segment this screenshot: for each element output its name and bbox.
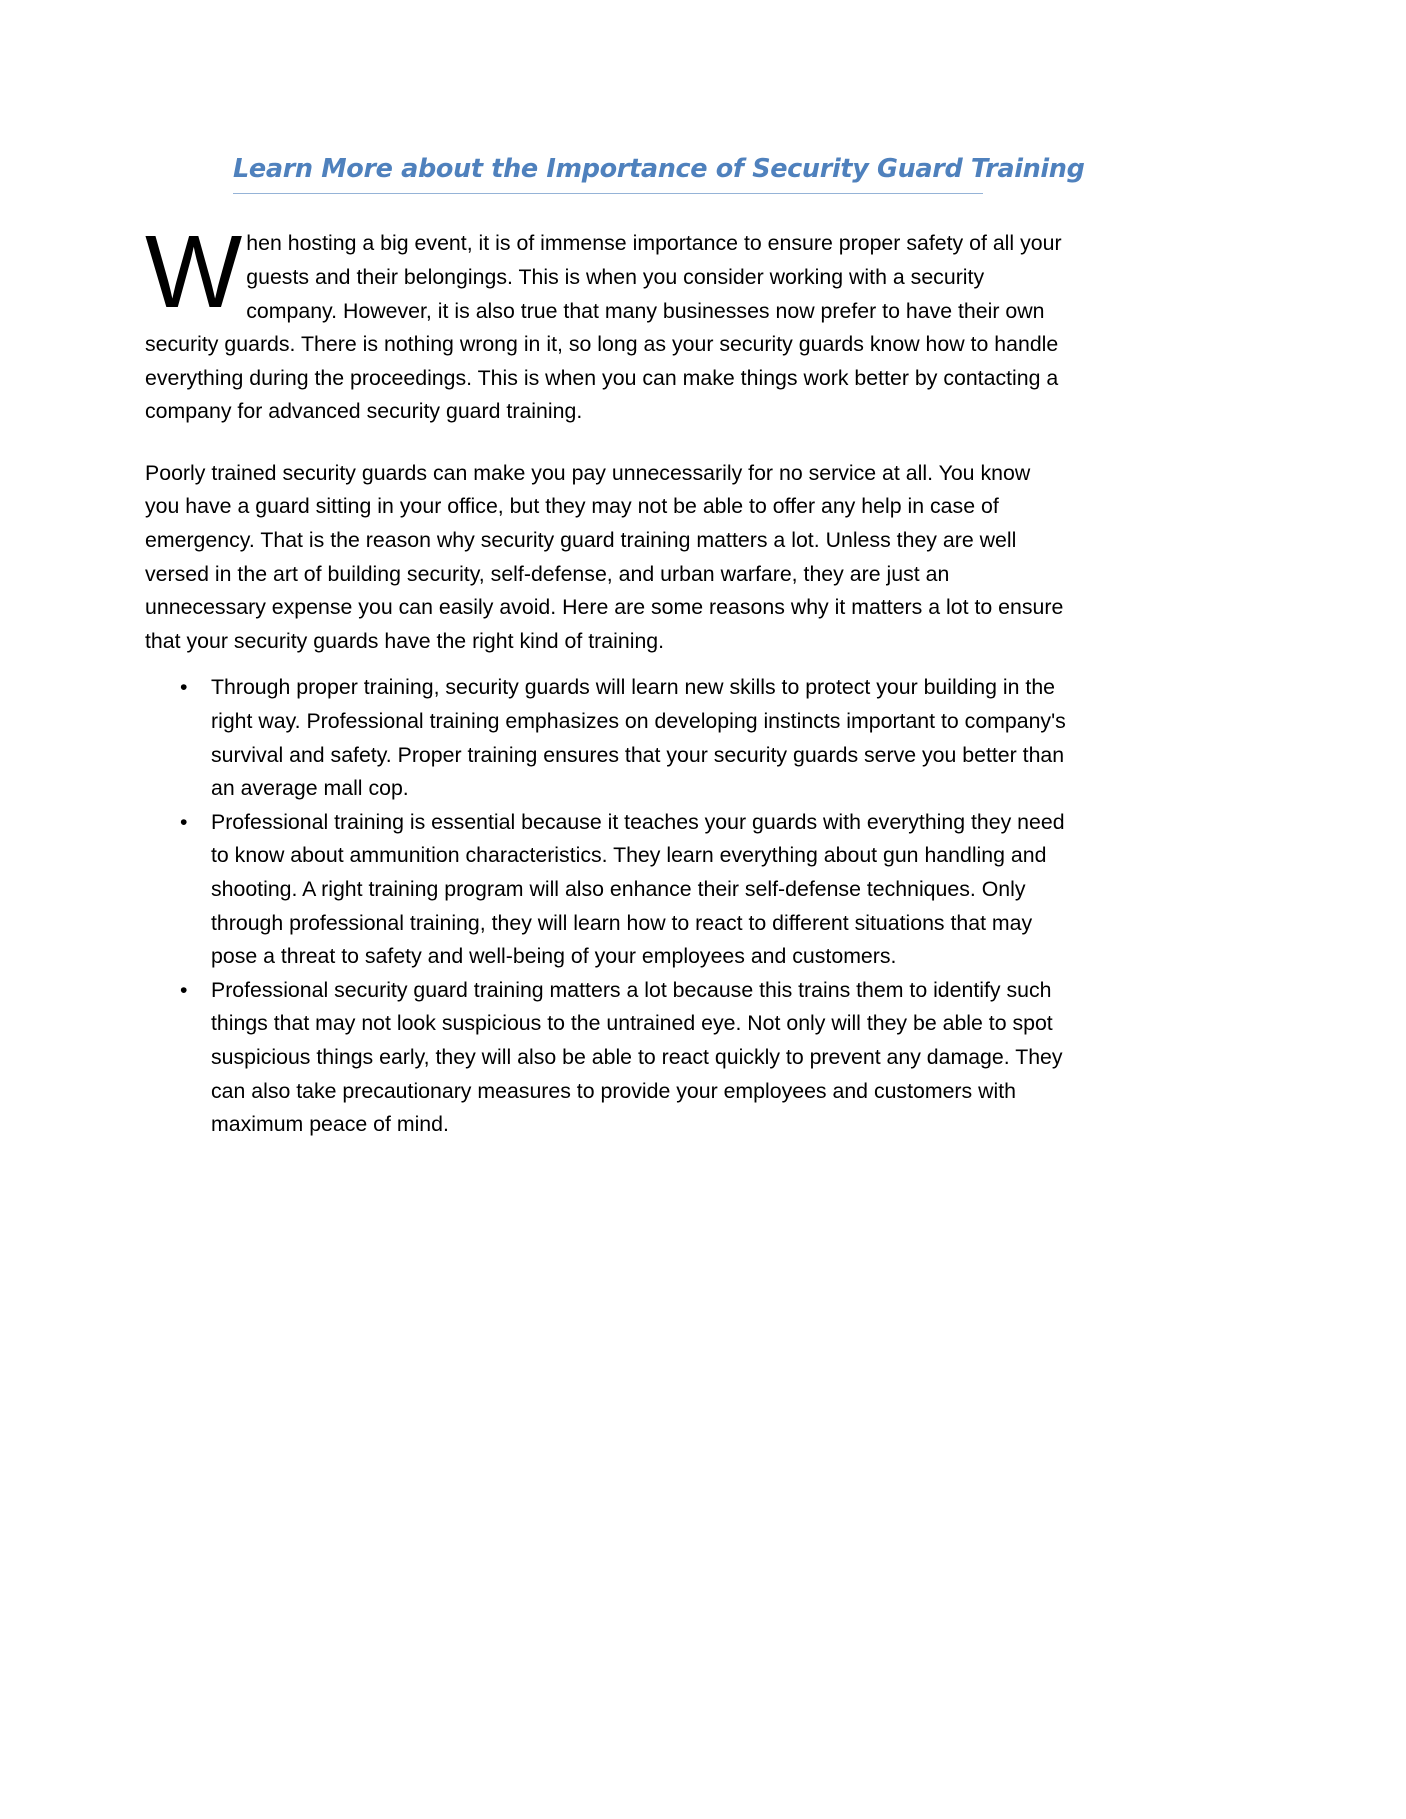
paragraph-intro (145, 214, 1070, 429)
title-block (233, 154, 1085, 194)
list-item (145, 671, 1070, 805)
bullet-icon: • (180, 977, 188, 1002)
list-item (145, 974, 1070, 1142)
paragraph-body: Poorly trained security guards can make you pay unnecessarily for no service at all. You know you have a guard sitting in your office, but they may not be able to offer any help in case of emergency. That is the reason why security guard training matters a lot. Unless they are well versed in the art of building security, self-defense, and urban warfare, they are just an unnecessary expense you can easily avoid. Here are some reasons why it matters a lot to ensure that your security guards have the right kind of training. (145, 460, 1064, 653)
list-item-text: Professional security guard training matters a lot because this trains them to identify such things that may not look suspicious to the untrained eye. Not only will they be able to spot suspicious things early, they will also be able to react quickly to prevent any damage. They can also take precautionary measures to provide your employees and customers with maximum peace of mind. (211, 977, 1063, 1137)
reasons-list (145, 671, 1070, 1141)
bullet-icon: • (180, 675, 188, 700)
list-item-text: Through proper training, security guards will learn new skills to protect your building in the right way. Professional training emphasizes on developing instincts important to company's survival and safety. Proper training ensures that your security guards serve you better than an average mall cop. (211, 675, 1066, 801)
title-divider (233, 193, 983, 194)
document-content (145, 0, 1085, 1142)
list-item (145, 806, 1070, 974)
drop-cap: W (145, 214, 243, 330)
paragraph-intro-text: hen hosting a big event, it is of immense importance to ensure proper safety of all your guests and their belongings. This is when you consider working with a security company. However, it is also true that many businesses now prefer to have their own security guards. There is nothing wrong in it, so long as your security guards know how to handle everything during the proceedings. This is when you can make things work better by contacting a company for advanced security guard training. (145, 231, 1062, 424)
page-title: Learn More about the Importance of Security Guard Training (233, 154, 1085, 184)
bullet-icon: • (180, 809, 188, 834)
list-item-text: Professional training is essential because it teaches your guards with everything they need to know about ammunition characteristics. They learn everything about gun handling and shooting. A right training program will also enhance their self-defense techniques. Only through professional training, they will learn how to react to different situations that may pose a threat to safety and well-being of your employees and customers. (211, 809, 1065, 969)
